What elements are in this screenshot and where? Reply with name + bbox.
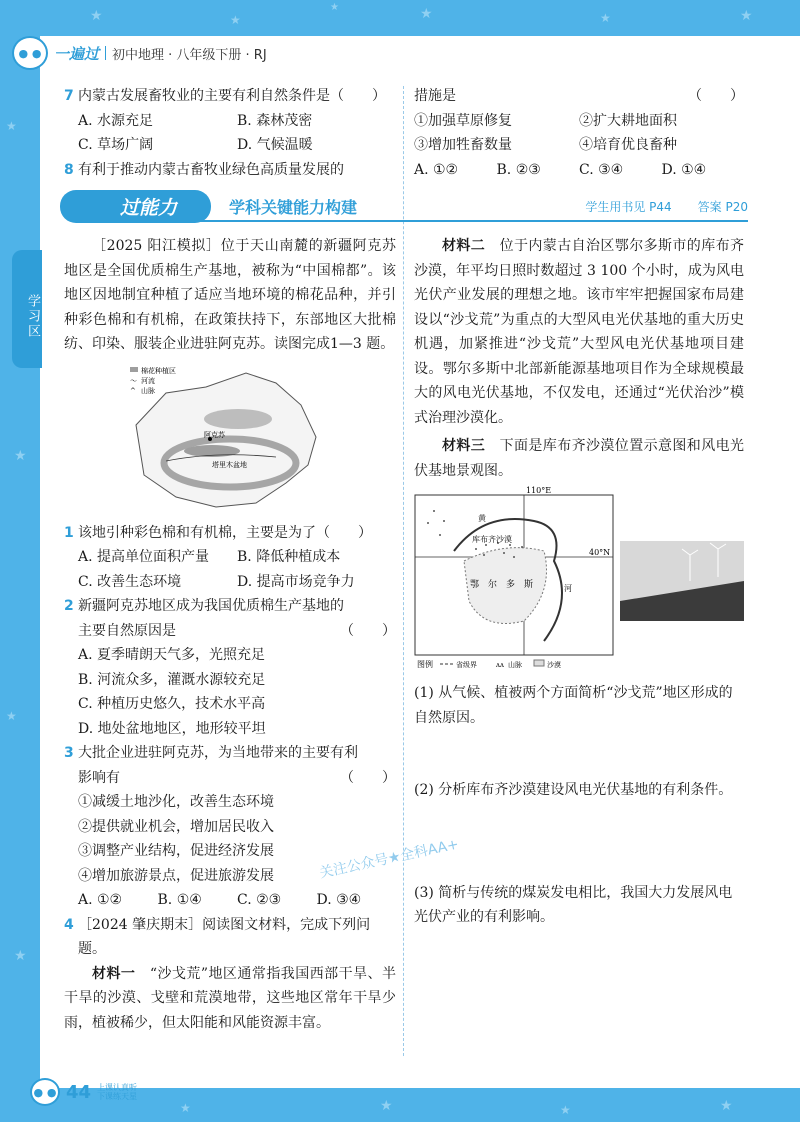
svg-text:★: ★ bbox=[600, 11, 611, 25]
question-stem-line2 bbox=[64, 766, 396, 791]
question-stem: 影响有 bbox=[78, 769, 120, 786]
option-c[interactable]: C. 改善生态环境 bbox=[78, 573, 182, 590]
answer-paren[interactable]: （ ） bbox=[340, 769, 396, 786]
question-stem: 大批企业进驻阿克苏，为当地带来的主要有利 bbox=[78, 745, 358, 761]
svg-text:★: ★ bbox=[14, 448, 27, 464]
statement-row bbox=[414, 133, 744, 158]
option-d[interactable]: D. ③④ bbox=[316, 892, 362, 908]
sub-question-1: (1) 从气候、植被两个方面简析“沙戈荒”地区形成的自然原因。 bbox=[414, 685, 733, 726]
section-refs bbox=[585, 198, 748, 215]
label-longitude: 110°E bbox=[526, 486, 552, 495]
question-stem: ［2024 肇庆期末］阅读图文材料，完成下列问题。 bbox=[78, 916, 371, 957]
label-tarim: 塔里木盆地 bbox=[212, 460, 247, 469]
left-column-main bbox=[64, 234, 396, 1035]
right-column-main bbox=[414, 234, 744, 1050]
figure-row bbox=[414, 486, 744, 671]
side-tab-study: 学习区 bbox=[12, 250, 42, 368]
question-number: 7 bbox=[64, 88, 74, 104]
material-title: 材料二 bbox=[442, 238, 486, 254]
material-title: 材料三 bbox=[442, 438, 486, 454]
section-subtitle: 学科关键能力构建 bbox=[229, 197, 358, 217]
answer-paren[interactable]: （ ） bbox=[340, 622, 396, 639]
legend-cotton-swatch bbox=[130, 367, 138, 372]
question-stem: 有利于推动内蒙古畜牧业绿色高质量发展的 bbox=[78, 161, 344, 178]
statement-row bbox=[414, 109, 744, 134]
option-a[interactable]: A. ①② bbox=[78, 892, 123, 908]
mascot-icon: ● ● bbox=[12, 36, 48, 70]
option-d[interactable]: D. ①④ bbox=[661, 161, 707, 178]
statement-3: ③增加牲畜数量 bbox=[414, 137, 512, 153]
svg-text:★: ★ bbox=[720, 1098, 733, 1114]
header-divider bbox=[105, 46, 106, 60]
label-aksu: 阿克苏 bbox=[204, 430, 225, 439]
question-stem: 主要自然原因是 bbox=[78, 622, 176, 639]
material-2 bbox=[414, 234, 744, 430]
svg-text:★: ★ bbox=[90, 8, 103, 24]
question-stem: 措施是 bbox=[414, 88, 456, 104]
svg-text:★: ★ bbox=[560, 1103, 571, 1117]
legend-mountain: 山脉 bbox=[508, 661, 522, 669]
svg-text:★: ★ bbox=[420, 6, 433, 22]
answer-reference: 答案 P20 bbox=[697, 199, 748, 214]
book-title: 初中地理 · 八年级下册 · RJ bbox=[112, 47, 267, 63]
option-d[interactable]: D. 地处盆地地区，地形较平坦 bbox=[78, 720, 266, 737]
mascot-icon: ● ● bbox=[30, 1078, 60, 1106]
legend-desert-symbol bbox=[534, 660, 544, 666]
statement-4: ④增加旅游景点，促进旅游发展 bbox=[78, 867, 274, 884]
option-a[interactable]: A. 夏季晴朗天气多，光照充足 bbox=[78, 647, 266, 663]
statement-4: ④培育优良畜种 bbox=[579, 137, 677, 153]
statement-2: ②扩大耕地面积 bbox=[579, 112, 677, 129]
question-number: 4 bbox=[64, 916, 74, 933]
option-b[interactable]: B. 森林茂密 bbox=[237, 112, 313, 129]
material-title: 材料一 bbox=[92, 965, 136, 982]
svg-text:★: ★ bbox=[14, 948, 27, 964]
options-row bbox=[64, 570, 396, 595]
page-number: 44 bbox=[66, 1081, 92, 1103]
legend-border: 省级界 bbox=[456, 661, 477, 669]
question-8-cont bbox=[414, 84, 744, 109]
legend-mountain: 山脉 bbox=[141, 386, 155, 395]
question-number: 8 bbox=[64, 161, 74, 178]
slogan-line-1: 上课认真听 bbox=[97, 1083, 138, 1092]
legend-mountain-symbol: ^ bbox=[130, 386, 136, 395]
brand-logo: 一遍过 bbox=[54, 44, 100, 63]
question-7 bbox=[64, 84, 396, 109]
question-8 bbox=[64, 158, 396, 183]
question-3 bbox=[64, 741, 396, 766]
svg-text:★: ★ bbox=[6, 709, 17, 723]
right-column-top bbox=[414, 84, 744, 182]
legend-desert: 沙漠 bbox=[547, 661, 561, 669]
option-a[interactable]: A. 水源充足 bbox=[78, 112, 154, 129]
column-divider bbox=[403, 86, 404, 1056]
intro-paragraph: ［2025 阳江模拟］位于天山南麓的新疆阿克苏地区是全国优质棉生产基地，被称为“中国棉都”。该地区因地制宜种植了适应当地环境的棉花品种，并引种彩色棉和有机棉，在政策扶持下，东部地区大批棉纺、印染、服装企业进驻阿克苏。读图完成1—3 题。 bbox=[64, 238, 396, 352]
material-text: 下面是库布齐沙漠位置示意图和风电光伏基地景观图。 bbox=[414, 438, 745, 479]
question-stem: 新疆阿克苏地区成为我国优质棉生产基地的 bbox=[78, 598, 344, 614]
question-number: 1 bbox=[64, 524, 74, 541]
option-d[interactable]: D. 气候温暖 bbox=[237, 137, 313, 153]
options-row bbox=[64, 888, 396, 913]
label-river: 黄 bbox=[478, 514, 486, 523]
answer-paren[interactable]: （ ） bbox=[688, 88, 744, 104]
svg-text:★: ★ bbox=[330, 2, 339, 13]
label-latitude: 40°N bbox=[589, 548, 611, 557]
svg-text:★: ★ bbox=[6, 119, 17, 133]
sub-question-2: (2) 分析库布齐沙漠建设风电光伏基地的有利条件。 bbox=[414, 782, 733, 798]
option-b[interactable]: B. 河流众多，灌溉水源较充足 bbox=[78, 671, 266, 688]
option-a[interactable]: A. 提高单位面积产量 bbox=[78, 549, 210, 565]
section-title: 过能力 bbox=[60, 190, 211, 223]
option-c[interactable]: C. 种植历史悠久，技术水平高 bbox=[78, 696, 266, 712]
statement-2: ②提供就业机会，增加居民收入 bbox=[78, 818, 274, 835]
label-ordos: 鄂 尔 多 斯 bbox=[470, 580, 534, 590]
section-banner bbox=[60, 190, 748, 222]
question-number: 2 bbox=[64, 598, 74, 614]
material-text: 位于内蒙古自治区鄂尔多斯市的库布齐沙漠，年平均日照时数超过 3 100 个小时，成为风电光伏产业发展的理想之地。该市牢牢把握国家布局建设以“沙戈荒”为重点的大型风电光伏基地的重大历史机遇，加紧推进“沙戈荒”大型风电光伏基地项目建设。鄂尔多斯中北部新能源基地项目作为全球规模最大的风电光伏基地，不仅发电，还通过“光伏治沙”模式治理沙漠化。 bbox=[414, 238, 745, 426]
options-row bbox=[414, 158, 744, 183]
svg-text:★: ★ bbox=[230, 13, 241, 27]
option-c[interactable]: C. ②③ bbox=[237, 892, 282, 908]
slogan-line-2: 下课练天星 bbox=[97, 1092, 138, 1101]
book-reference: 学生用书见 P44 bbox=[585, 199, 672, 214]
answer-space[interactable] bbox=[414, 930, 744, 1050]
option-b[interactable]: B. 降低种植成本 bbox=[237, 549, 341, 565]
answer-space[interactable] bbox=[414, 803, 744, 881]
question-stem: 内蒙古发展畜牧业的主要有利自然条件是（ ） bbox=[78, 88, 386, 104]
option-c[interactable]: C. 草场广阔 bbox=[78, 137, 154, 153]
option-d[interactable]: D. 提高市场竞争力 bbox=[237, 573, 355, 590]
material-1 bbox=[64, 962, 396, 1036]
svg-text:★: ★ bbox=[180, 1101, 191, 1115]
statement-3: ③调整产业结构，促进经济发展 bbox=[78, 843, 274, 859]
question-1 bbox=[64, 521, 396, 546]
options-row bbox=[64, 109, 396, 134]
question-2 bbox=[64, 594, 396, 619]
options-row bbox=[64, 545, 396, 570]
option-b[interactable]: B. ①④ bbox=[157, 892, 202, 908]
legend-cotton: 棉花种植区 bbox=[141, 366, 176, 375]
left-column-top bbox=[64, 84, 396, 182]
question-stem-line2 bbox=[64, 619, 396, 644]
cotton-zone bbox=[204, 409, 272, 429]
page-footer bbox=[30, 1078, 137, 1106]
material-3 bbox=[414, 434, 744, 483]
label-river-2: 河 bbox=[564, 584, 572, 593]
sub-question-3: (3) 简析与传统的煤炭发电相比，我国大力发展风电光伏产业的有利影响。 bbox=[414, 884, 733, 925]
question-4 bbox=[64, 913, 396, 962]
section-underline bbox=[200, 220, 748, 222]
statement-1: ①加强草原修复 bbox=[414, 112, 512, 129]
material-text: “沙戈荒”地区通常指我国西部干旱、半干旱的沙漠、戈壁和荒漠地带，这些地区常年干旱少雨，植被稀少，但太阳能和风能资源丰富。 bbox=[64, 965, 397, 1031]
legend-mountain-symbol: ʌʌ bbox=[496, 661, 504, 669]
statement-1: ①减缓土地沙化，改善生态环境 bbox=[78, 794, 274, 810]
solar-wind-photo bbox=[620, 541, 744, 621]
legend-river: 河流 bbox=[141, 376, 155, 385]
aksu-map bbox=[126, 365, 326, 511]
legend-title: 图例 bbox=[417, 660, 433, 669]
label-desert: 库布齐沙漠 bbox=[472, 535, 512, 544]
legend-river-symbol: ～ bbox=[130, 376, 137, 385]
option-b[interactable]: B. ②③ bbox=[496, 161, 541, 178]
question-number: 3 bbox=[64, 745, 74, 761]
svg-text:★: ★ bbox=[740, 8, 753, 24]
svg-text:★: ★ bbox=[380, 1098, 393, 1114]
footer-slogan bbox=[97, 1083, 137, 1101]
watermark: 关注公众号★全科AA+ bbox=[318, 836, 461, 882]
options-row bbox=[64, 133, 396, 158]
option-a[interactable]: A. ①② bbox=[414, 161, 459, 178]
option-c[interactable]: C. ③④ bbox=[579, 161, 624, 178]
answer-space[interactable] bbox=[414, 730, 744, 778]
page-header bbox=[12, 36, 412, 70]
question-stem: 该地引种彩色棉和有机棉，主要是为了（ ） bbox=[78, 524, 372, 541]
kubuqi-map bbox=[414, 486, 614, 671]
